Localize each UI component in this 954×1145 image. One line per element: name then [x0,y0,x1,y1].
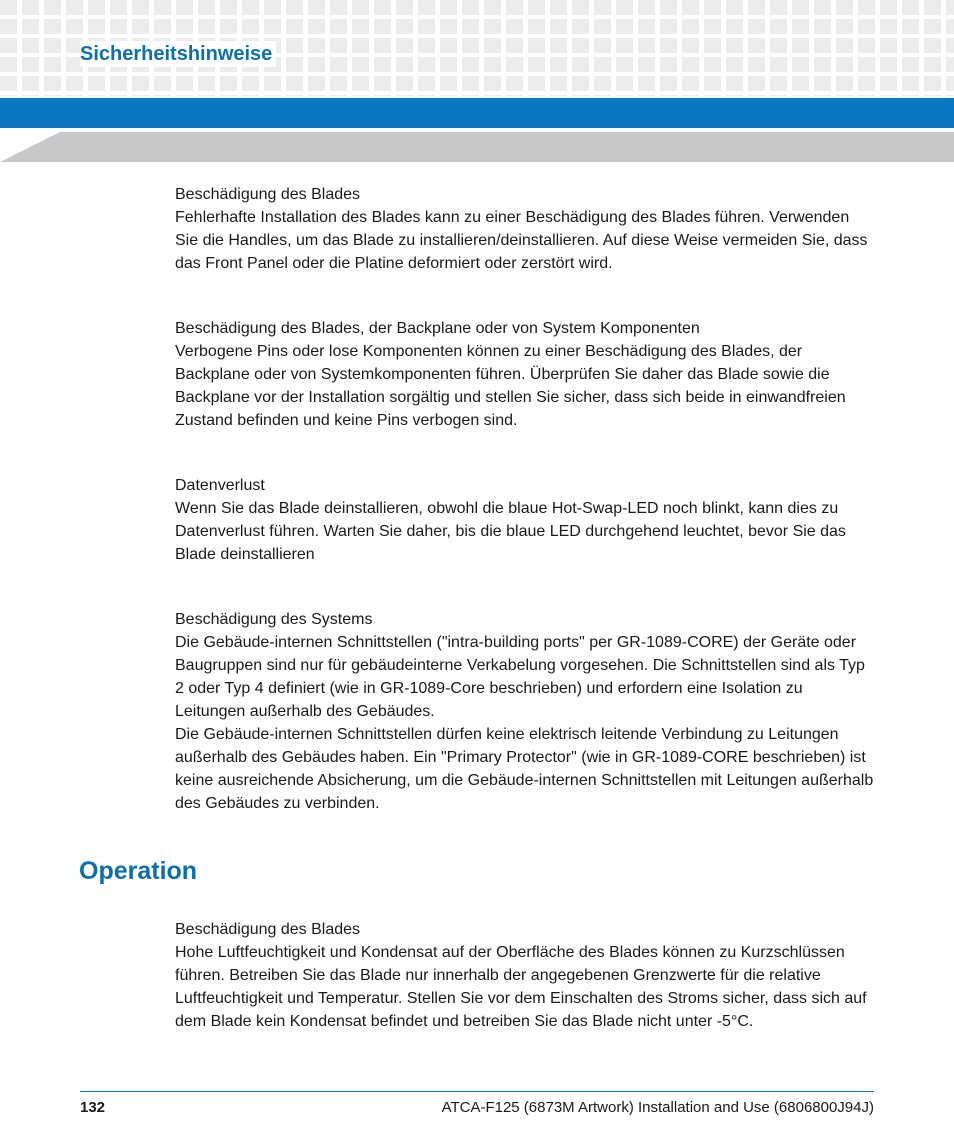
note-text: Verbogene Pins oder lose Komponenten können zu einer Beschädigung des Blades, der Backplane oder von Systemkomponenten führen. Überprüfen Sie daher das Blade sowie die Backplane vor der Installation sorgältig und stellen Sie sicher, dass sich beide in einwandfreien Zustand befinden und keine Pins verbogen sind. [175,343,846,429]
header-grey-wedge [0,132,954,162]
section-heading-operation: Operation [79,857,198,885]
footer-document-title: ATCA-F125 (6873M Artwork) Installation and Use (6806800J94J) [441,1099,874,1116]
note-text: Die Gebäude-internen Schnittstellen ("intra-building ports" per GR-1089-CORE) der Geräte oder Baugruppen sind nur für gebäudeinterne Verkabelung vorgesehen. Die Schnittstellen sind als Typ 2 oder Typ 4 definiert (wie in GR-1089-Core beschrieben) und erfordern eine Isolation zu Leitungen außerhalb des Gebäudes. [175,634,865,720]
note-block [175,474,875,566]
footer-rule [80,1091,874,1092]
note-text-continued: Die Gebäude-internen Schnittstellen dürfen keine elektrisch leitende Verbindung zu Leitungen außerhalb des Gebäudes haben. Ein "Primary Protector" (wie in GR-1089-CORE beschrieben) ist keine ausreichende Absicherung, um die Gebäude-internen Schnittstellen mit Leitungen außerhalb des Gebäudes zu verbinden. [175,726,874,812]
safety-notes [175,183,875,857]
page-header-title: Sicherheitshinweise [80,41,276,67]
header-blue-bar [0,98,954,128]
note-text: Fehlerhafte Installation des Blades kann zu einer Beschädigung des Blades führen. Verwenden Sie die Handles, um das Blade zu installieren/deinstallieren. Auf diese Weise vermeiden Sie, dass das Front Panel oder die Platine deformiert oder zerstört wird. [175,209,868,272]
note-text: Wenn Sie das Blade deinstallieren, obwohl die blaue Hot-Swap-LED noch blinkt, kann dies zu Datenverlust führen. Warten Sie daher, bis die blaue LED durchgehend leuchtet, bevor Sie das Blade deinstallieren [175,500,846,563]
note-block [175,317,875,432]
note-title: Beschädigung des Systems [175,611,373,628]
operation-note [175,918,875,1033]
note-title: Beschädigung des Blades [175,186,361,203]
note-title: Beschädigung des Blades, der Backplane oder von System Komponenten [175,320,700,337]
note-title: Beschädigung des Blades [175,921,361,938]
note-block [175,183,875,275]
note-title: Datenverlust [175,477,265,494]
note-block [175,608,875,815]
note-text: Hohe Luftfeuchtigkeit und Kondensat auf der Oberfläche des Blades können zu Kurzschlüssen führen. Betreiben Sie das Blade nur innerhalb der angegebenen Grenzwerte für die relative Luftfeuchtigkeit und Temperatur. Stellen Sie vor dem Einschalten des Stroms sicher, dass sich auf dem Blade kein Kondensat befindet und betreiben Sie das Blade nicht unter -5°C. [175,944,867,1030]
page-number: 132 [80,1099,106,1116]
